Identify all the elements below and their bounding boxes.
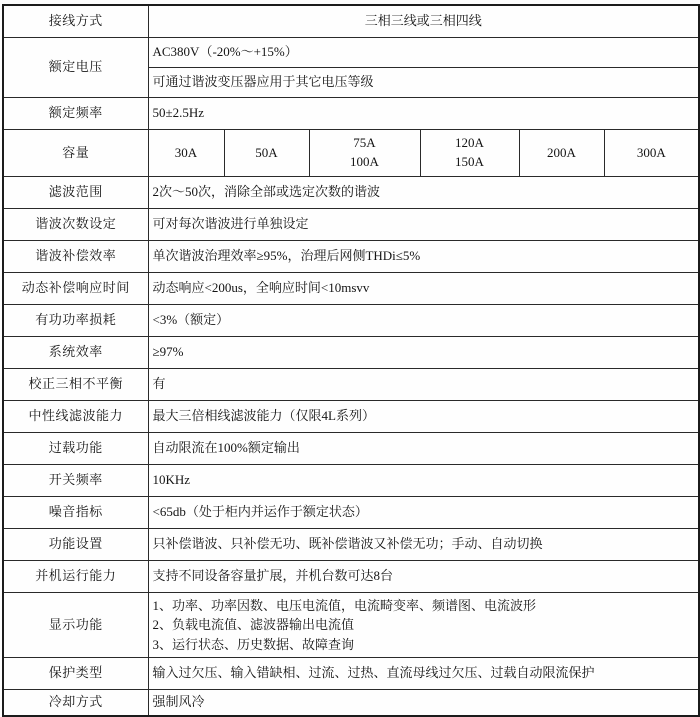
row-noise [3,497,699,529]
row-value-parallel-operation: 支持不同设备容量扩展，并机台数可达8台 [148,561,699,593]
row-value-unbalance-correction: 有 [148,369,699,401]
row-power-loss [3,305,699,337]
row-value-switching-frequency: 10KHz [148,465,699,497]
row-display-function [3,593,699,658]
row-value-system-efficiency: ≥97% [148,337,699,369]
row-compensation-efficiency [3,241,699,273]
row-value-power-loss: <3%（额定） [148,305,699,337]
capacity-cell-75-100a [309,130,420,177]
row-overload [3,433,699,465]
capacity-cell-200a: 200A [519,130,604,177]
display-line: 1、功率、功率因数、电压电流值，电流畸变率、频谱图、电流波形 [152,597,537,613]
row-value-neutral-filtering: 最大三倍相线滤波能力（仅限4L系列） [148,401,699,433]
row-filter-range [3,177,699,209]
row-label-neutral-filtering: 中性线滤波能力 [3,401,148,433]
row-cooling [3,690,699,717]
capacity-cell-300a: 300A [604,130,699,177]
row-value-compensation-efficiency: 单次谐波治理效率≥95%，治理后网侧THDi≤5% [148,241,699,273]
row-value-response-time: 动态响应<200us，全响应时间<10msvv [148,273,699,305]
row-label-display-function: 显示功能 [3,593,148,658]
row-label-filter-range: 滤波范围 [3,177,148,209]
row-function-setting [3,529,699,561]
row-neutral-filtering [3,401,699,433]
row-switching-frequency [3,465,699,497]
row-parallel-operation [3,561,699,593]
row-value-frequency: 50±2.5Hz [148,98,699,130]
row-unbalance-correction [3,369,699,401]
row-value-overload: 自动限流在100%额定输出 [148,433,699,465]
row-protection-type [3,658,699,690]
capacity-line: 100A [350,154,379,169]
capacity-line: 75A [353,135,376,151]
row-voltage-1 [3,38,699,68]
row-value-display-function [148,593,699,658]
row-label-compensation-efficiency: 谐波补偿效率 [3,241,148,273]
row-response-time [3,273,699,305]
row-system-efficiency [3,337,699,369]
row-label-system-efficiency: 系统效率 [3,337,148,369]
capacity-cell-30a: 30A [148,130,224,177]
display-line: 2、负载电流值、滤波器输出电流值 [152,617,355,633]
row-label-parallel-operation: 并机运行能力 [3,561,148,593]
row-label-unbalance-correction: 校正三相不平衡 [3,369,148,401]
capacity-cell-120-150a [420,130,519,177]
row-label-function-setting: 功能设置 [3,529,148,561]
row-label-voltage: 额定电压 [3,38,148,98]
capacity-line: 150A [455,154,484,169]
row-value-function-setting: 只补偿谐波、只补偿无功、既补偿谐波又补偿无功；手动、自动切换 [148,529,699,561]
row-value-wiring: 三相三线或三相四线 [148,5,699,38]
row-label-capacity: 容量 [3,130,148,177]
row-label-response-time: 动态补偿响应时间 [3,273,148,305]
row-value-noise: <65db（处于柜内并运作于额定状态） [148,497,699,529]
row-value-cooling: 强制风冷 [148,690,699,717]
row-label-overload: 过载功能 [3,433,148,465]
row-wiring [3,5,699,38]
capacity-cell-50a: 50A [224,130,309,177]
capacity-line: 120A [455,135,484,151]
row-label-protection-type: 保护类型 [3,658,148,690]
row-label-frequency: 额定频率 [3,98,148,130]
row-label-wiring: 接线方式 [3,5,148,38]
row-value-filter-range: 2次～50次，消除全部或选定次数的谐波 [148,177,699,209]
row-label-switching-frequency: 开关频率 [3,465,148,497]
row-frequency [3,98,699,130]
row-label-cooling: 冷却方式 [3,690,148,717]
spec-table [2,4,700,717]
row-value-protection-type: 输入过欠压、输入错缺相、过流、过热、直流母线过欠压、过载自动限流保护 [148,658,699,690]
row-label-harmonic-setting: 谐波次数设定 [3,209,148,241]
row-label-power-loss: 有功功率损耗 [3,305,148,337]
row-label-noise: 噪音指标 [3,497,148,529]
row-capacity [3,130,699,177]
row-value-voltage-2: 可通过谐波变压器应用于其它电压等级 [148,68,699,98]
display-line: 3、运行状态、历史数据、故障查询 [152,636,355,652]
row-harmonic-setting [3,209,699,241]
row-value-voltage-1: AC380V（-20%～+15%） [148,38,699,68]
row-value-harmonic-setting: 可对每次谐波进行单独设定 [148,209,699,241]
